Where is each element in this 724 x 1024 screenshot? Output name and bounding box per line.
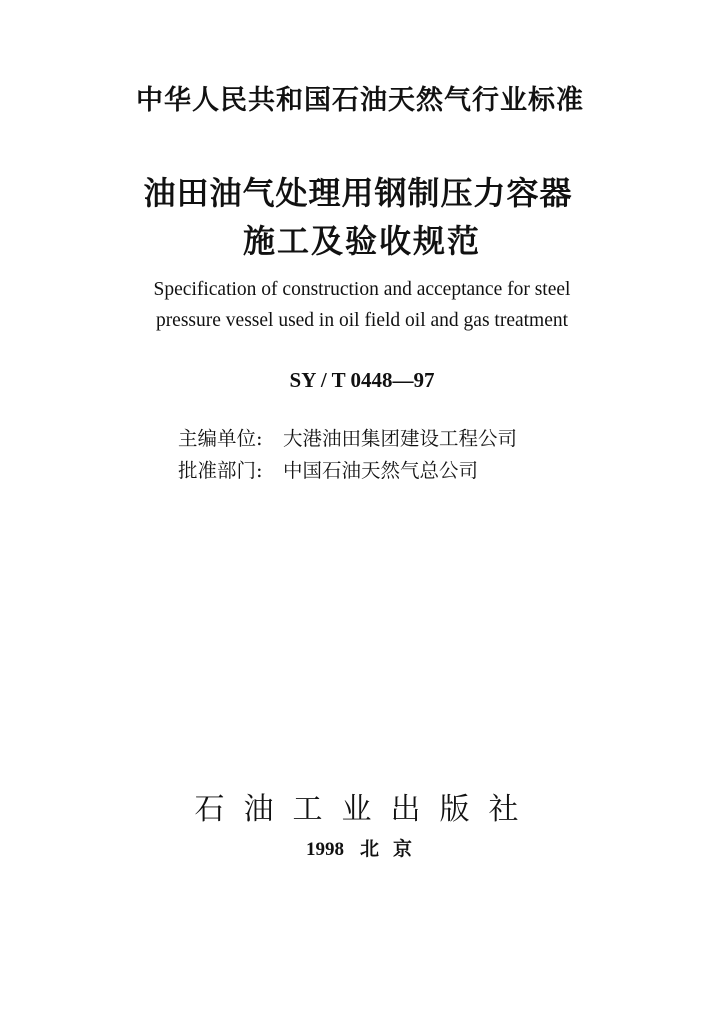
english-title-line-2: pressure vessel used in oil field oil and gas treatment xyxy=(155,310,569,331)
standard-series-heading: 中华人民共和国石油天然气行业标准 xyxy=(136,85,584,116)
publication-year: 1998 xyxy=(305,839,344,860)
editor-label: 主编单位: xyxy=(178,427,263,450)
publication-info xyxy=(4,834,724,861)
document-title-line-1: 油田油气处理用钢制压力容器 xyxy=(143,174,573,212)
publication-city: 北京 xyxy=(359,838,426,860)
approver-value: 中国石油天然气总公司 xyxy=(283,459,479,482)
editor-value: 大港油田集团建设工程公司 xyxy=(283,427,518,450)
document-title-line-2: 施工及验收规范 xyxy=(242,222,481,260)
approver-row xyxy=(178,455,478,483)
english-title-line-1: Specification of construction and acceptance for steel xyxy=(153,279,571,300)
standard-code: SY / T 0448—97 xyxy=(289,368,435,392)
editor-row xyxy=(178,423,517,451)
publisher-name: 石油工业出版社 xyxy=(194,792,538,827)
approver-label: 批准部门: xyxy=(178,459,263,482)
